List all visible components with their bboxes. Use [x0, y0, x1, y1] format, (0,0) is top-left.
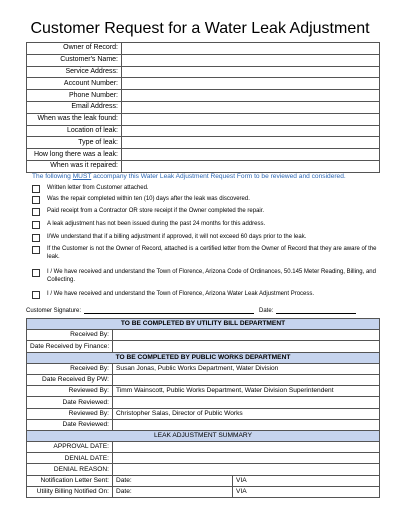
owner-row [27, 125, 380, 137]
notify-date[interactable]: Date: [113, 486, 233, 497]
field-label: Service Address: [27, 66, 122, 78]
public-works-section-header: TO BE COMPLETED BY PUBLIC WORKS DEPARTMENT [27, 352, 380, 363]
checkbox[interactable] [32, 221, 40, 229]
pw-label: Received By: [27, 363, 113, 374]
customer-signature-field[interactable] [84, 307, 254, 314]
owner-row [27, 149, 380, 161]
pw-value[interactable] [113, 419, 380, 430]
notice-text-start: The following [32, 173, 73, 180]
checklist-text: Written letter from Customer attached. [47, 185, 149, 191]
utility-section-header: TO BE COMPLETED BY UTILITY BILL DEPARTMENT [27, 319, 380, 330]
field-input[interactable] [122, 137, 380, 149]
checkbox[interactable] [32, 246, 40, 254]
field-label: Account Number: [27, 78, 122, 90]
summary-value[interactable] [113, 453, 380, 464]
field-input[interactable] [122, 90, 380, 102]
signature-line [26, 307, 380, 314]
checklist-item [32, 246, 377, 269]
checklist-text: I / We have received and understand the Town of Florence, Arizona Water Leak Adjustment Process. [47, 291, 315, 297]
field-label: Email Address: [27, 101, 122, 113]
notify-label: Utility Billing Notified On: [27, 486, 113, 497]
summary-value[interactable] [113, 442, 380, 453]
owner-row [27, 160, 380, 172]
summary-value[interactable] [113, 464, 380, 475]
requirements-notice [32, 173, 382, 180]
summary-label: DENIAL REASON: [27, 464, 113, 475]
owner-row [27, 101, 380, 113]
owner-row [27, 43, 380, 55]
checklist-item [32, 196, 377, 208]
utility-label: Date Received by Finance: [27, 341, 113, 352]
owner-row [27, 90, 380, 102]
notice-must: MUST [72, 173, 92, 180]
checkbox[interactable] [32, 208, 40, 216]
customer-signature-label: Customer Signature: [26, 308, 82, 314]
utility-value[interactable] [113, 330, 380, 341]
form-title: Customer Request for a Water Leak Adjustment [30, 20, 370, 37]
field-input[interactable] [122, 160, 380, 172]
checklist-item [32, 221, 377, 234]
notify-date[interactable]: Date: [113, 475, 233, 486]
field-label: Location of leak: [27, 125, 122, 137]
signature-date-label: Date: [259, 308, 274, 314]
field-input[interactable] [122, 66, 380, 78]
summary-label: DENIAL DATE: [27, 453, 113, 464]
owner-row [27, 137, 380, 149]
checklist-text: Was the repair completed within ten (10) days after the leak was discovered. [47, 196, 250, 202]
checklist-item [32, 291, 377, 303]
checklist-text: If the Customer is not the Owner of Record, attached is a certified letter from the Owner of Record that they are aware of the leak. [47, 246, 377, 260]
pw-value[interactable]: Timm Wainscott, Public Works Department, Water Division Superintendent [113, 386, 380, 397]
field-label: When was it repaired: [27, 160, 122, 172]
pw-label: Date Reviewed: [27, 419, 113, 430]
pw-value[interactable]: Christopher Salas, Director of Public Works [113, 408, 380, 419]
checklist-text: I/We understand that if a billing adjustment if approved, it will not exceed 60 days prior to the leak. [47, 234, 307, 240]
requirements-checklist [32, 185, 377, 303]
pw-value[interactable] [113, 397, 380, 408]
field-label: How long there was a leak: [27, 149, 122, 161]
summary-section-header: LEAK ADJUSTMENT SUMMARY [27, 430, 380, 441]
checkbox[interactable] [32, 269, 40, 277]
field-label: Type of leak: [27, 137, 122, 149]
pw-label: Reviewed By: [27, 386, 113, 397]
owner-row [27, 54, 380, 66]
notify-via[interactable]: VIA [233, 475, 380, 486]
pw-label: Date Reviewed: [27, 397, 113, 408]
pw-label: Reviewed By: [27, 408, 113, 419]
checkbox[interactable] [32, 234, 40, 242]
field-label: Phone Number: [27, 90, 122, 102]
pw-label: Date Received By PW: [27, 374, 113, 385]
pw-value[interactable] [113, 374, 380, 385]
checklist-text: I / We have received and understand the Town of Florence, Arizona Code of Ordinances, 50.145 Meter Reading, Billing, and Collecting. [47, 269, 376, 283]
checkbox[interactable] [32, 291, 40, 299]
utility-label: Received By: [27, 330, 113, 341]
field-input[interactable] [122, 101, 380, 113]
owner-row [27, 113, 380, 125]
field-label: Customer's Name: [27, 54, 122, 66]
field-label: Owner of Record: [27, 43, 122, 55]
checklist-item [32, 208, 377, 221]
checklist-item [32, 234, 377, 246]
owner-row [27, 78, 380, 90]
utility-value[interactable] [113, 341, 380, 352]
field-input[interactable] [122, 43, 380, 55]
notify-via[interactable]: VIA [233, 486, 380, 497]
notice-text-end: accompany this Water Leak Adjustment Request Form to be reviewed and considered. [91, 173, 346, 180]
checklist-text: A leak adjustment has not been issued during the past 24 months for this address. [47, 221, 266, 227]
owner-info-table [26, 42, 380, 173]
checkbox[interactable] [32, 185, 40, 193]
pw-value[interactable]: Susan Jonas, Public Works Department, Water Division [113, 363, 380, 374]
field-input[interactable] [122, 113, 380, 125]
office-use-table [26, 318, 380, 498]
field-input[interactable] [122, 78, 380, 90]
checklist-text: Paid receipt from a Contractor OR store receipt if the Owner completed the repair. [47, 208, 265, 214]
summary-label: APPROVAL DATE: [27, 442, 113, 453]
field-input[interactable] [122, 125, 380, 137]
field-input[interactable] [122, 149, 380, 161]
checklist-item [32, 185, 377, 196]
field-input[interactable] [122, 54, 380, 66]
owner-row [27, 66, 380, 78]
signature-date-field[interactable] [276, 307, 356, 314]
checkbox[interactable] [32, 196, 40, 204]
notify-label: Notification Letter Sent: [27, 475, 113, 486]
field-label: When was the leak found: [27, 113, 122, 125]
checklist-item [32, 269, 377, 291]
